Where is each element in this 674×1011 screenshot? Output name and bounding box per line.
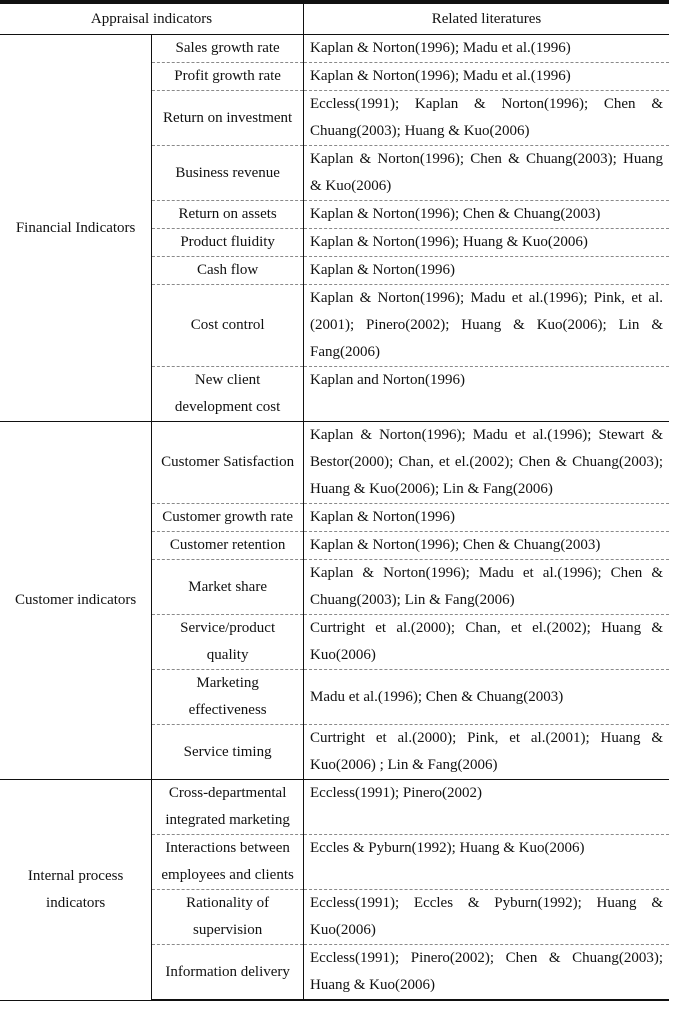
header-related-literatures: Related literatures [304,2,670,35]
indicator-cell: Information delivery [152,945,304,1001]
literature-cell: Curtright et al.(2000); Chan, et el.(2002); Huang & Kuo(2006) [304,615,670,670]
group-label: Customer indicators [0,422,152,780]
literature-cell: Eccless(1991); Pinero(2002); Chen & Chuang(2003); Huang & Kuo(2006) [304,945,670,1001]
indicator-cell: Business revenue [152,146,304,201]
indicator-cell: Interactions between employees and clients [152,835,304,890]
literature-cell: Kaplan & Norton(1996); Chen & Chuang(2003) [304,201,670,229]
literature-cell: Kaplan & Norton(1996) [304,257,670,285]
literature-cell: Madu et al.(1996); Chen & Chuang(2003) [304,670,670,725]
indicator-cell: Service/product quality [152,615,304,670]
literature-cell: Eccles & Pyburn(1992); Huang & Kuo(2006) [304,835,670,890]
group-label: Financial Indicators [0,35,152,422]
table-body [0,35,669,1001]
literature-cell: Kaplan & Norton(1996); Madu et al.(1996) [304,35,670,63]
literature-cell: Kaplan and Norton(1996) [304,367,670,422]
table-row [0,35,669,63]
table-header [0,2,669,35]
indicator-cell: Profit growth rate [152,63,304,91]
indicator-cell: Customer growth rate [152,504,304,532]
literature-cell: Kaplan & Norton(1996) [304,504,670,532]
literature-cell: Kaplan & Norton(1996); Madu et al.(1996) [304,63,670,91]
group-label: Internal process indicators [0,780,152,1001]
literature-cell: Curtright et al.(2000); Pink, et al.(2001); Huang & Kuo(2006) ; Lin & Fang(2006) [304,725,670,780]
literature-cell: Kaplan & Norton(1996); Huang & Kuo(2006) [304,229,670,257]
indicator-cell: Sales growth rate [152,35,304,63]
header-row [0,2,669,35]
table-row [0,422,669,504]
header-appraisal-indicators: Appraisal indicators [0,2,304,35]
indicator-cell: Rationality of supervision [152,890,304,945]
indicator-cell: Cost control [152,285,304,367]
indicator-cell: Market share [152,560,304,615]
literature-cell: Kaplan & Norton(1996); Madu et al.(1996); Pink, et al.(2001); Pinero(2002); Huang & Kuo(2006); Lin & Fang(2006) [304,285,670,367]
indicator-cell: Customer Satisfaction [152,422,304,504]
table-row [0,780,669,835]
indicator-cell: Service timing [152,725,304,780]
literature-cell: Eccless(1991); Eccles & Pyburn(1992); Huang & Kuo(2006) [304,890,670,945]
indicator-cell: New client development cost [152,367,304,422]
literature-cell: Eccless(1991); Kaplan & Norton(1996); Chen & Chuang(2003); Huang & Kuo(2006) [304,91,670,146]
literature-cell: Kaplan & Norton(1996); Chen & Chuang(2003) [304,532,670,560]
literature-cell: Kaplan & Norton(1996); Madu et al.(1996); Stewart & Bestor(2000); Chan, et el.(2002); Chen & Chuang(2003); Huang & Kuo(2006); Lin & Fang(2006) [304,422,670,504]
indicator-cell: Cross-departmental integrated marketing [152,780,304,835]
literature-cell: Kaplan & Norton(1996); Chen & Chuang(2003); Huang & Kuo(2006) [304,146,670,201]
indicator-cell: Return on assets [152,201,304,229]
literature-cell: Kaplan & Norton(1996); Madu et al.(1996); Chen & Chuang(2003); Lin & Fang(2006) [304,560,670,615]
indicator-cell: Cash flow [152,257,304,285]
indicator-cell: Product fluidity [152,229,304,257]
indicator-cell: Marketing effectiveness [152,670,304,725]
literature-cell: Eccless(1991); Pinero(2002) [304,780,670,835]
indicator-cell: Customer retention [152,532,304,560]
indicator-cell: Return on investment [152,91,304,146]
